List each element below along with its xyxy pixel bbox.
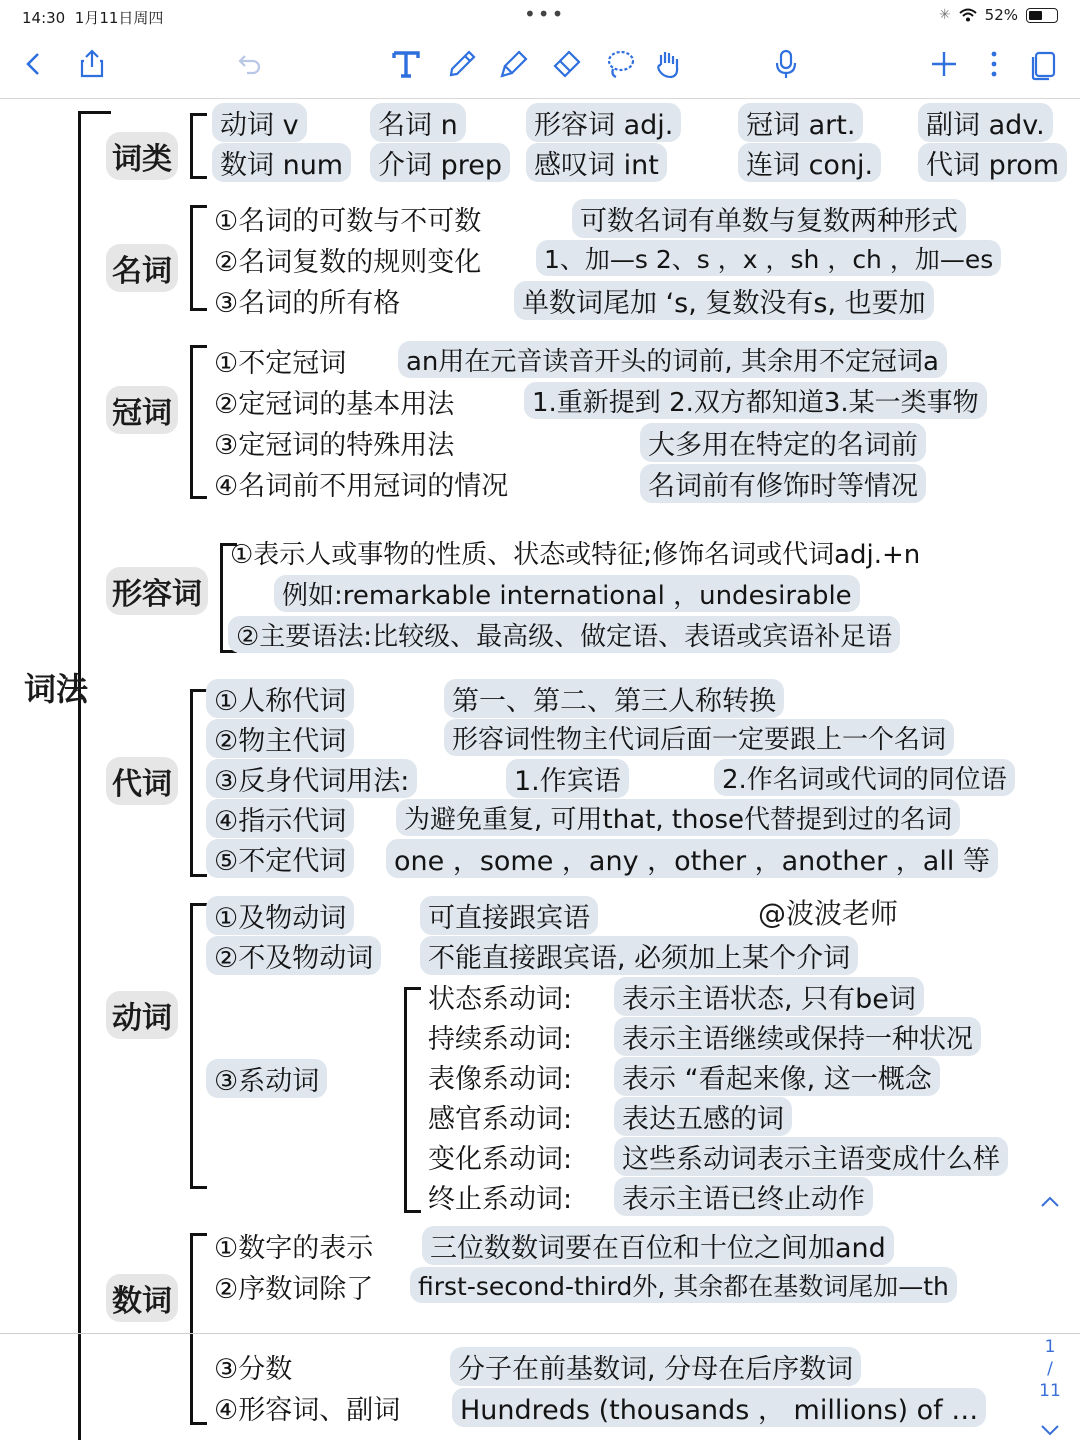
article-item-key: ②定冠词的基本用法 (214, 389, 455, 420)
brace-noun (190, 205, 207, 311)
numeral-item-key: ④形容词、副词 (214, 1395, 401, 1426)
pages-button[interactable] (1022, 42, 1066, 86)
numeral-item-key: ③分数 (214, 1354, 293, 1385)
article-item-key: ①不定冠词 (214, 348, 347, 379)
pronoun-item-value: 形容词性物主代词后面一定要跟上一个名词 (444, 719, 954, 756)
toolbar (0, 32, 1080, 99)
article-item-value: 大多用在特定的名词前 (640, 423, 926, 462)
battery-percent: 52% (984, 6, 1018, 24)
word-class-item: 数词 num (212, 143, 351, 182)
undo-button[interactable] (226, 42, 270, 86)
linking-verb-key: 状态系动词: (428, 984, 573, 1015)
verb-item-value: 不能直接跟宾语, 必须加上某个介词 (420, 936, 858, 975)
back-button[interactable] (12, 42, 56, 86)
status-bar (0, 0, 1080, 32)
section-article: 冠词 (106, 386, 178, 434)
page-down-button[interactable] (1038, 1421, 1062, 1440)
pages-icon (1027, 47, 1061, 81)
chevron-down-icon (1040, 1424, 1060, 1436)
word-class-item: 代词 prom (918, 143, 1067, 182)
add-button[interactable] (922, 42, 966, 86)
linking-verb-key: 变化系动词: (428, 1144, 573, 1175)
page-current: 1 (1044, 1337, 1056, 1357)
highlighter-tool-button[interactable] (492, 42, 536, 86)
pronoun-item-key: ②物主代词 (206, 719, 354, 758)
linking-verb-key: 持续系动词: (428, 1024, 573, 1055)
article-item-value: an用在元音读音开头的词前, 其余用不定冠词a (398, 341, 947, 378)
noun-item-value: 单数词尾加 ‘s, 复数没有s, 也要加 (514, 281, 934, 320)
word-class-item: 动词 v (212, 103, 307, 142)
pronoun-item-value: 2.作名词或代词的同位语 (714, 759, 1015, 796)
verb-item-key: ①及物动词 (206, 896, 354, 935)
eraser-icon (549, 47, 583, 81)
pronoun-item-key: ③反身代词用法: (206, 759, 417, 798)
article-item-key: ④名词前不用冠词的情况 (214, 471, 509, 502)
author-signature: @波波老师 (758, 897, 899, 930)
word-class-item: 形容词 adj. (526, 103, 681, 142)
numeral-item-value: first-second-third外, 其余都在基数词尾加—th (410, 1267, 957, 1303)
word-class-item: 介词 prep (370, 143, 510, 182)
plus-icon (927, 47, 961, 81)
undo-icon (231, 47, 265, 81)
linking-verb-value: 表示主语状态, 只有be词 (614, 977, 924, 1016)
adjective-line: ①表示人或事物的性质、状态或特征;修饰名词或代词adj.+n (230, 540, 921, 570)
note-canvas[interactable] (0, 99, 1080, 1440)
noun-item-key: ②名词复数的规则变化 (214, 247, 482, 278)
noun-item-key: ③名词的所有格 (214, 288, 401, 319)
wifi-icon (959, 8, 977, 22)
page-total: 11 (1039, 1381, 1061, 1401)
battery-icon (1026, 8, 1058, 23)
loading-icon: ✳ (938, 7, 951, 23)
chevron-up-icon (1040, 1196, 1060, 1208)
word-class-item: 感叹词 int (526, 143, 667, 182)
microphone-icon (769, 47, 803, 81)
microphone-button[interactable] (764, 42, 808, 86)
pronoun-item-key: ①人称代词 (206, 679, 354, 718)
word-class-item: 冠词 art. (738, 103, 863, 142)
share-icon (75, 47, 109, 81)
word-class-item: 副词 adv. (918, 103, 1053, 142)
verb-linking-label: ③系动词 (206, 1059, 327, 1098)
linking-verb-key: 终止系动词: (428, 1184, 573, 1215)
noun-item-key: ①名词的可数与不可数 (214, 206, 482, 237)
lasso-icon (603, 47, 637, 81)
article-item-value: 名词前有修饰时等情况 (640, 464, 926, 503)
more-vertical-icon (977, 47, 1011, 81)
highlighter-icon (497, 47, 531, 81)
noun-item-value: 可数名词有单数与复数两种形式 (572, 199, 966, 238)
word-class-item: 名词 n (370, 103, 466, 142)
linking-verb-value: 表达五感的词 (614, 1097, 792, 1136)
numeral-item-key: ②序数词除了 (214, 1274, 374, 1305)
verb-item-value: 可直接跟宾语 (420, 896, 598, 935)
numeral-item-value: Hundreds (thousands ， millions) of … (452, 1388, 986, 1427)
numeral-item-value: 三位数数词要在百位和十位之间加and (422, 1226, 894, 1265)
share-button[interactable] (70, 42, 114, 86)
eraser-tool-button[interactable] (544, 42, 588, 86)
linking-verb-value: 表示主语继续或保持一种状况 (614, 1017, 981, 1056)
more-button[interactable] (972, 42, 1016, 86)
pronoun-item-key: ④指示代词 (206, 799, 354, 838)
root-title: 词法 (24, 670, 89, 708)
article-item-value: 1.重新提到 2.双方都知道3.某一类事物 (524, 382, 987, 419)
text-tool-icon (389, 47, 423, 81)
pen-icon (445, 47, 479, 81)
pronoun-item-key: ⑤不定代词 (206, 839, 354, 878)
pronoun-item-value: 为避免重复, 可用that, those代替提到过的名词 (396, 799, 960, 836)
status-right (939, 6, 1058, 24)
section-numeral: 数词 (106, 1274, 178, 1322)
page-separator (0, 1333, 1080, 1334)
section-verb: 动词 (106, 991, 178, 1039)
article-item-key: ③定冠词的特殊用法 (214, 430, 455, 461)
pen-tool-button[interactable] (440, 42, 484, 86)
section-adjective: 形容词 (106, 567, 208, 615)
pronoun-item-value: 第一、第二、第三人称转换 (444, 679, 784, 718)
linking-verb-key: 感官系动词: (428, 1104, 573, 1135)
pronoun-item-value: one ，some ，any ，other ，another ，all 等 (386, 839, 998, 878)
brace-pronoun (190, 689, 207, 877)
linking-verb-value: 表示主语已终止动作 (614, 1177, 873, 1216)
pronoun-item-value: 1.作宾语 (506, 759, 629, 798)
noun-item-value: 1、加—s 2、s ，x ，sh ，ch ，加—es (536, 240, 1001, 276)
brace-linking-verbs (404, 987, 421, 1213)
lasso-tool-button[interactable] (598, 42, 642, 86)
linking-verb-value: 这些系动词表示主语变成什么样 (614, 1137, 1008, 1176)
adjective-example: 例如:remarkable international ，undesirable (274, 575, 860, 612)
chevron-left-icon (17, 47, 51, 81)
brace-article (190, 345, 207, 499)
linking-verb-value: 表示 “看起来像, 这一概念 (614, 1057, 940, 1096)
hand-icon (651, 47, 685, 81)
numeral-item-key: ①数字的表示 (214, 1233, 374, 1264)
multitask-dots-icon[interactable]: ••• (524, 2, 566, 26)
page-sep: / (1047, 1359, 1053, 1379)
section-word-classes: 词类 (106, 132, 178, 180)
verb-item-key: ②不及物动词 (206, 936, 381, 975)
text-tool-button[interactable] (384, 42, 428, 86)
status-time: 14:30 1月11日周四 (22, 9, 164, 27)
section-pronoun: 代词 (106, 757, 178, 805)
brace-verb (190, 903, 207, 1189)
section-noun: 名词 (106, 244, 178, 292)
brace-word-classes (190, 113, 207, 179)
hand-tool-button[interactable] (646, 42, 690, 86)
word-class-item: 连词 conj. (738, 143, 881, 182)
brace-numeral (190, 1233, 207, 1425)
page-up-button[interactable] (1038, 1193, 1062, 1213)
numeral-item-value: 分子在前基数词, 分母在后序数词 (450, 1347, 861, 1386)
linking-verb-key: 表像系动词: (428, 1064, 573, 1095)
adjective-line: ②主要语法:比较级、最高级、做定语、表语或宾语补足语 (228, 616, 900, 653)
